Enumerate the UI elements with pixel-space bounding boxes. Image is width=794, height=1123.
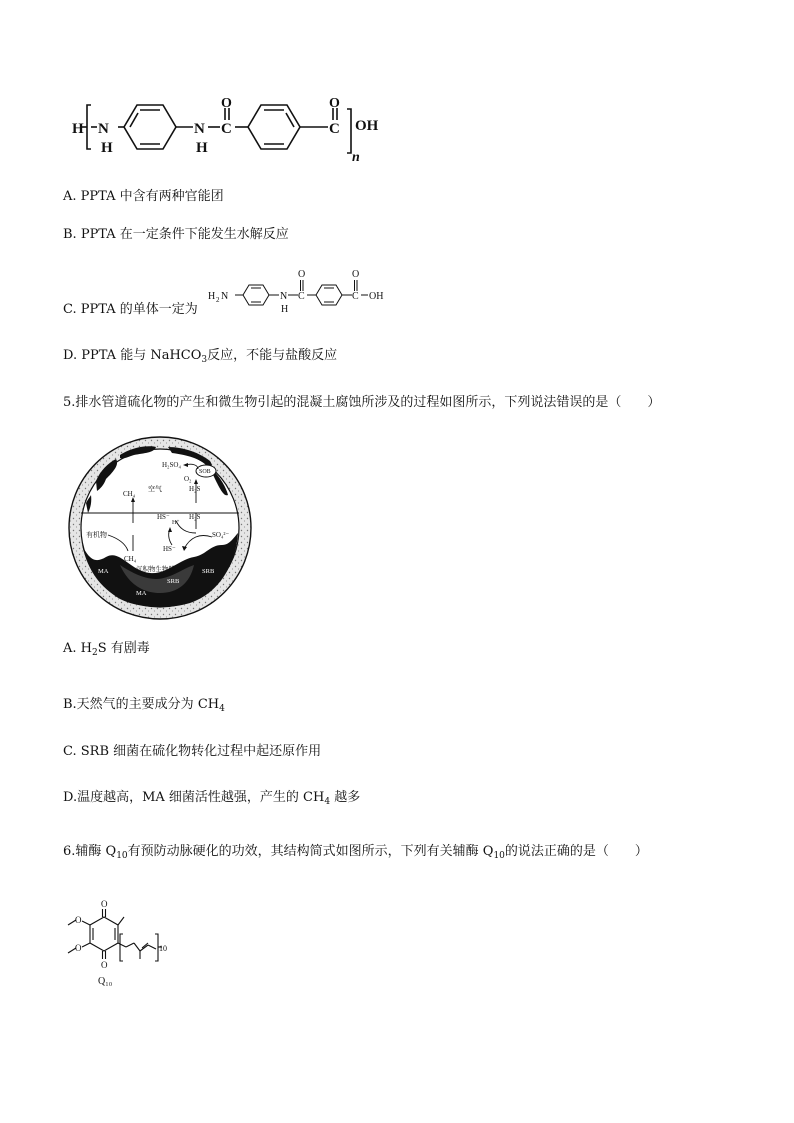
monomer-o-1: O <box>298 269 306 280</box>
benzene-ring-1 <box>124 105 176 149</box>
q6-stem-subscript-2: 10 <box>493 851 505 861</box>
q5-option-d-subscript: 4 <box>324 797 331 807</box>
monomer-c-2: C <box>352 291 359 302</box>
label-hs-mid: HS⁻ <box>157 513 170 521</box>
q4-option-d <box>63 347 337 365</box>
monomer-o-2: O <box>352 269 360 280</box>
monomer-oh: OH <box>369 291 384 302</box>
monomer-amide-n: N <box>280 291 288 302</box>
monomer-amide-h: H <box>281 304 289 315</box>
q10-label: Q₁₀ <box>98 976 113 987</box>
q10-right-bracket <box>155 934 158 961</box>
q5-option-a-text: A. H <box>63 641 92 656</box>
q6-stem-tail: 的说法正确的是（ ） <box>504 844 648 859</box>
q4-option-d-tail: 反应，不能与盐酸反应 <box>207 348 338 363</box>
q6-stem-middle: 有预防动脉硬化的功效，其结构简式如图所示，下列有关辅酶 Q <box>127 844 494 859</box>
methoxy-o-1: O <box>75 915 82 925</box>
q4-option-c: C. PPTA 的单体一定为 <box>63 302 198 317</box>
q6-stem <box>63 843 648 861</box>
benzene-ring-2 <box>248 105 300 149</box>
q5-option-b-text: B.天然气的主要成分为 CH <box>63 697 220 712</box>
q5-option-d-text: D.温度越高，MA 细菌活性越强，产生的 CH <box>63 790 325 805</box>
label-h2s-top: H₂S <box>189 485 201 493</box>
h-end-label: H <box>72 121 84 137</box>
amide-n-1: N <box>98 121 109 137</box>
ppta-right-bracket <box>347 109 351 153</box>
amide-n-2: N <box>194 121 205 137</box>
q4-option-d-subscript: 3 <box>201 355 208 365</box>
amide-h-1: H <box>101 140 113 156</box>
hydroxyl-label: OH <box>355 118 379 134</box>
q5-option-d-tail: 越多 <box>330 790 361 805</box>
quinone-o-top: O <box>101 899 108 909</box>
q5-option-b <box>63 696 225 714</box>
label-organic-matter: 有机物 <box>86 531 107 539</box>
q4-option-b: B. PPTA 在一定条件下能发生水解反应 <box>63 227 289 242</box>
methoxy-o-2: O <box>75 943 82 953</box>
label-sob: SOB <box>199 469 211 475</box>
monomer-structure <box>206 265 401 315</box>
label-srb-center: SRB <box>167 578 180 585</box>
label-h2so4: H₂SO₄ <box>162 461 181 469</box>
carbonyl-c-1: C <box>221 121 232 137</box>
monomer-c-1: C <box>298 291 305 302</box>
label-h-plus: H⁺ <box>172 520 180 526</box>
repeat-n-label: n <box>352 150 360 165</box>
q4-option-a: A. PPTA 中含有两种官能团 <box>63 189 224 204</box>
label-ch4-bottom: CH₄ <box>124 555 137 563</box>
quinone-o-bottom: O <box>101 960 108 970</box>
coenzyme-q10-structure <box>60 895 190 1005</box>
q5-option-d <box>63 789 360 807</box>
label-h2s-mid: H₂S <box>189 513 201 521</box>
pipe-diagram <box>60 433 260 623</box>
q5-stem: 5.排水管道硫化物的产生和微生物引起的混凝土腐蚀所涉及的过程如图所示，下列说法错误的是（ ） <box>63 395 661 410</box>
label-ma-left: MA <box>98 568 109 575</box>
monomer-amine-n: N <box>221 291 229 302</box>
q4-option-d-text: D. PPTA 能与 NaHCO <box>63 348 202 363</box>
carbonyl-o-1: O <box>221 96 232 111</box>
carbonyl-c-2: C <box>329 121 340 137</box>
q5-option-c: C. SRB 细菌在硫化物转化过程中起还原作用 <box>63 744 322 759</box>
monomer-h: H <box>208 291 216 302</box>
q6-stem-subscript-1: 10 <box>116 851 128 861</box>
quinone-ring <box>90 917 118 951</box>
carbonyl-o-2: O <box>329 96 340 111</box>
q5-option-a <box>63 640 150 658</box>
monomer-h-subscript: 2 <box>216 296 220 304</box>
label-hs-low: HS⁻ <box>163 545 176 553</box>
amide-h-2: H <box>196 140 208 156</box>
label-ma-bottom: MA <box>136 590 147 597</box>
label-ch4-top: CH₄ <box>123 490 136 498</box>
q10-left-bracket <box>120 934 123 961</box>
label-sediment-biofilm: 沉积物生物膜 <box>136 566 175 573</box>
q5-option-a-tail: S 有剧毒 <box>97 641 150 656</box>
ppta-structure <box>60 95 400 165</box>
label-air: 空气 <box>148 485 162 493</box>
q5-option-a-subscript: 2 <box>92 648 98 658</box>
q5-option-b-subscript: 4 <box>219 704 225 714</box>
label-srb-right: SRB <box>202 568 215 575</box>
label-o2: O₂ <box>184 475 192 483</box>
q10-repeat-label: 10 <box>159 944 167 953</box>
q6-stem-text: 6.辅酶 Q <box>63 844 117 859</box>
ppta-left-bracket <box>87 105 91 149</box>
label-so4: SO₄²⁻ <box>212 531 230 539</box>
